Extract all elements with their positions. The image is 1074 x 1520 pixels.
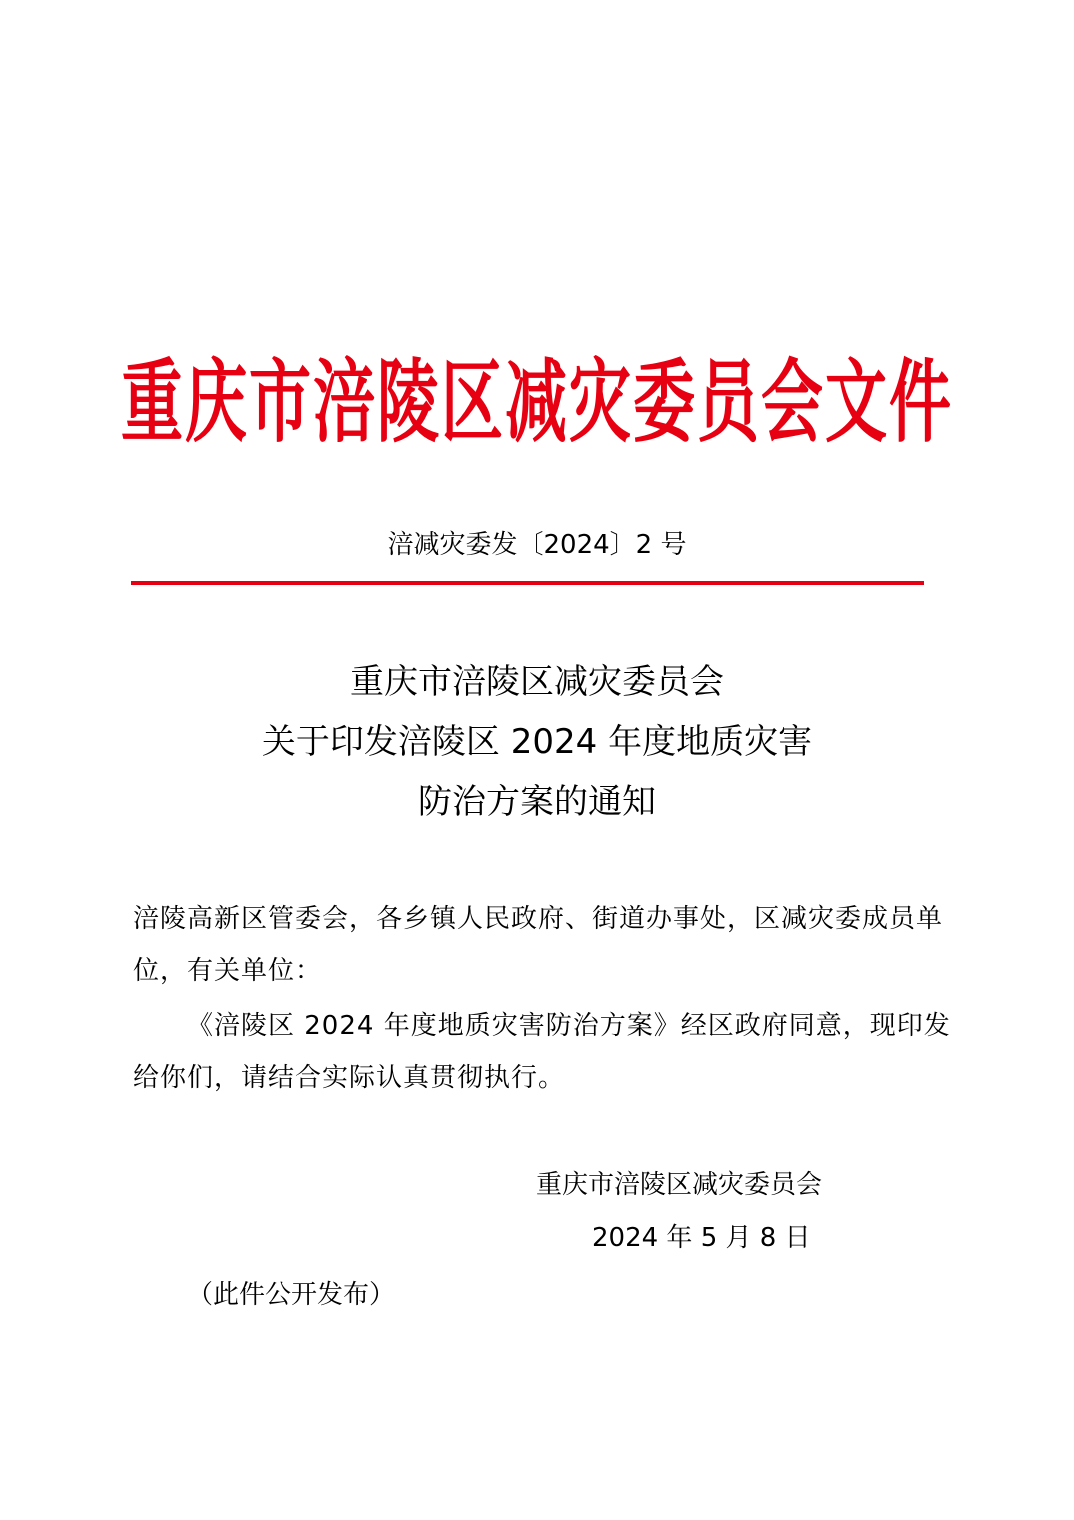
- notice-title: [0, 652, 1074, 832]
- document-number: 涪减灾委发〔2024〕2 号: [387, 530, 687, 560]
- addressee: 涪陵高新区管委会，各乡镇人民政府、街道办事处，区减灾委成员单位，有关单位：: [133, 904, 944, 986]
- red-separator-line: [131, 581, 924, 585]
- signature-organization: 重庆市涪陵区减灾委员会: [536, 1170, 823, 1200]
- notice-title-line-3: 防治方案的通知: [418, 782, 656, 822]
- body-paragraph: 《涪陵区 2024 年度地质灾害防治方案》经区政府同意，现印发给你们，请结合实际认真贯彻执行。: [133, 1011, 951, 1093]
- notice-title-line-1: 重庆市涪陵区减灾委员会: [350, 662, 724, 702]
- notice-title-line-2: 关于印发涪陵区 2024 年度地质灾害: [261, 722, 813, 762]
- document-header-title: 重庆市涪陵区减灾委员会文件: [120, 349, 953, 455]
- publish-note: （此件公开发布）: [187, 1280, 396, 1310]
- signature-date: 2024 年 5 月 8 日: [592, 1223, 811, 1253]
